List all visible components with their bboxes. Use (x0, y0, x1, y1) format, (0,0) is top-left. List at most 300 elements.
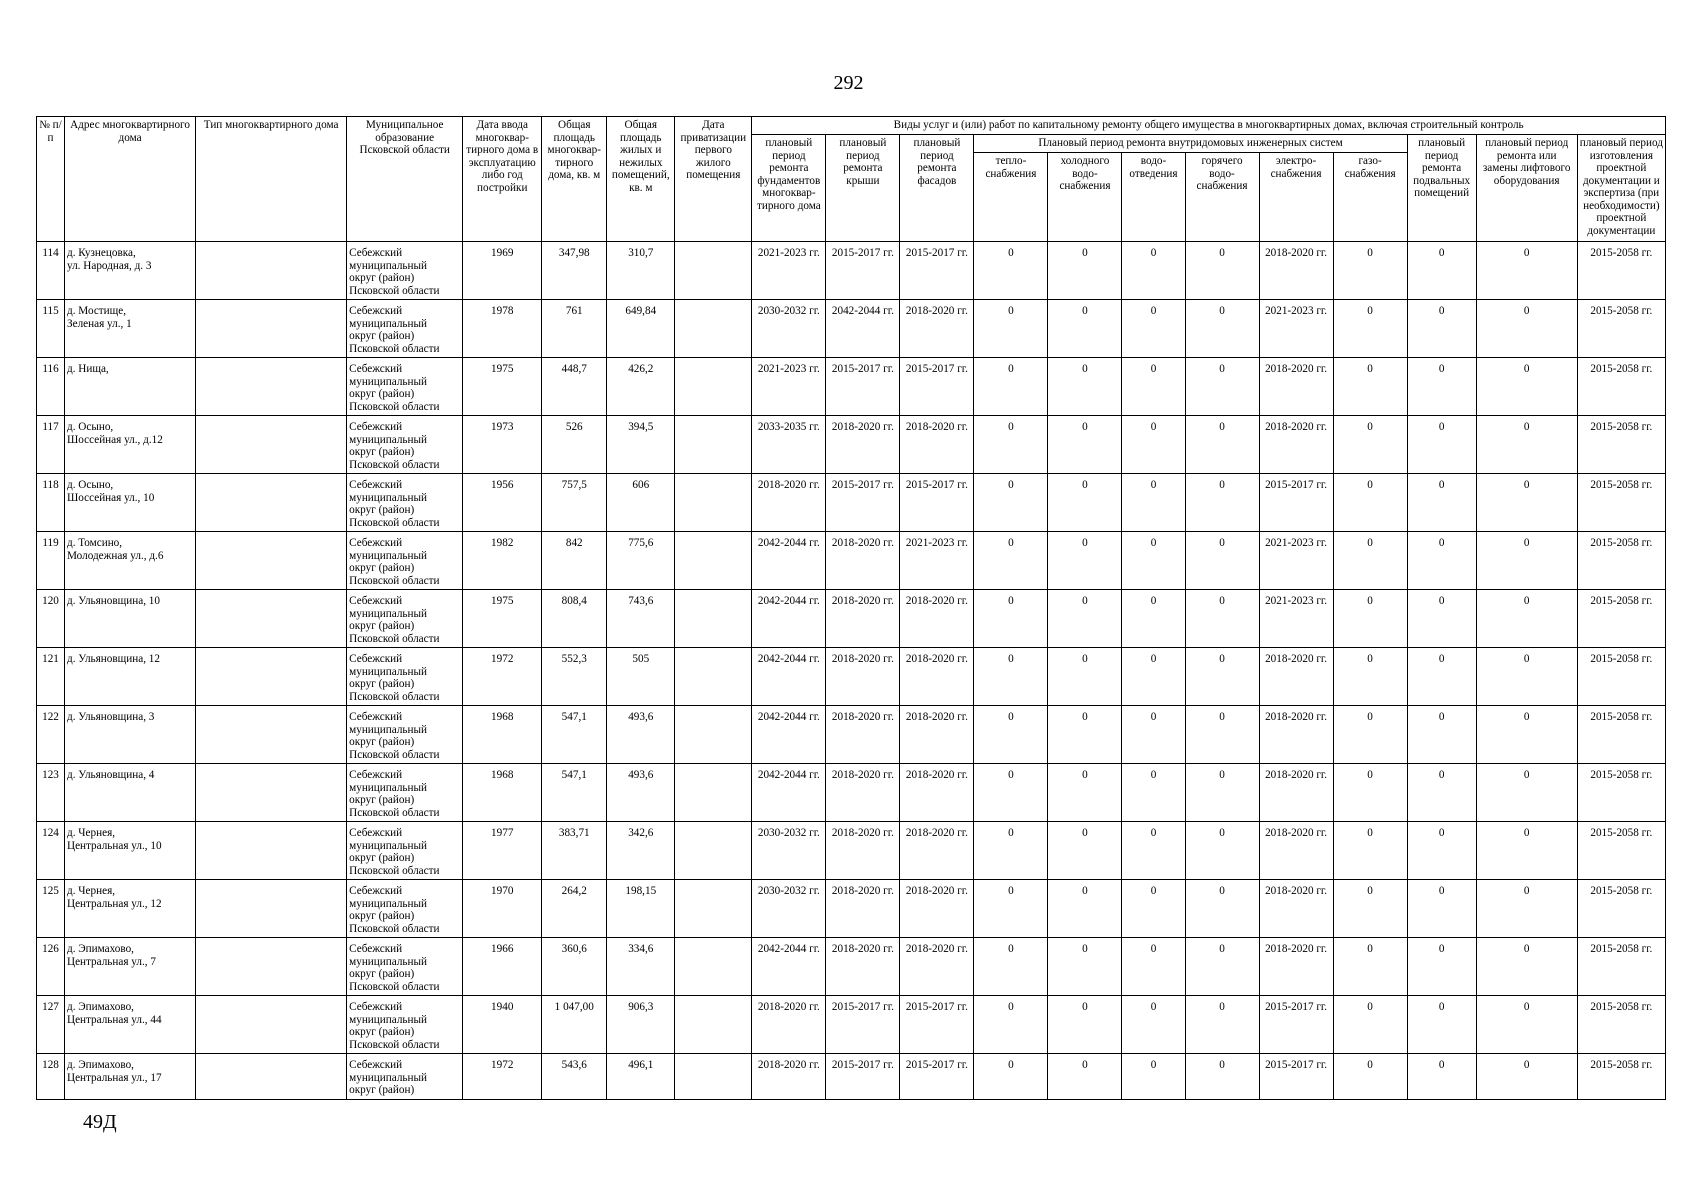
cell-privatization-date (675, 648, 752, 706)
header-systems-group: Плановый период ремонта внутридомовых инженерных систем (974, 135, 1407, 153)
cell-type (196, 648, 347, 706)
cell-num: 116 (37, 358, 65, 416)
electricity-line: 2021- (1265, 537, 1292, 549)
cell-design-docs: 2015-2058 гг. (1577, 706, 1665, 764)
cell-roof (826, 358, 900, 416)
cell-address (65, 938, 196, 996)
electricity-line: 2023 гг. (1291, 305, 1328, 317)
cell-commission-year: 1975 (463, 590, 542, 648)
cell-heat: 0 (974, 648, 1048, 706)
cell-premises-area: 775,6 (607, 532, 675, 590)
cell-hot-water: 0 (1185, 1054, 1259, 1100)
cell-hot-water: 0 (1185, 474, 1259, 532)
cell-gas: 0 (1333, 764, 1407, 822)
cell-gas: 0 (1333, 822, 1407, 880)
cell-gas: 0 (1333, 938, 1407, 996)
cell-heat: 0 (974, 1054, 1048, 1100)
table-row (37, 706, 1666, 764)
cell-design-docs: 2015-2058 гг. (1577, 822, 1665, 880)
cell-basement: 0 (1407, 358, 1476, 416)
municipality-line: Себежский (349, 885, 403, 897)
electricity-line: 2018- (1265, 769, 1292, 781)
municipality-line: муниципальный (349, 549, 427, 562)
cell-commission-year: 1972 (463, 1054, 542, 1100)
cell-design-docs: 2015-2058 гг. (1577, 416, 1665, 474)
cell-basement: 0 (1407, 300, 1476, 358)
page-number: 292 (833, 72, 864, 94)
cell-hot-water: 0 (1185, 822, 1259, 880)
cell-total-area: 842 (542, 532, 607, 590)
cell-cold-water: 0 (1048, 996, 1122, 1054)
header-num: № п/п (37, 117, 65, 242)
cell-premises-area: 426,2 (607, 358, 675, 416)
municipality-line: округ (район) (349, 1084, 415, 1096)
header-type: Тип многоквартирного дома (196, 117, 347, 242)
municipality-line: округ (район) (349, 1026, 415, 1038)
cell-type (196, 706, 347, 764)
cell-municipality (347, 590, 463, 648)
cell-premises-area: 310,7 (607, 242, 675, 300)
address-line: д. Ульяновщина, 10 (67, 595, 160, 607)
municipality-line: округ (район) (349, 968, 415, 980)
cell-sewerage: 0 (1122, 996, 1185, 1054)
cell-sewerage: 0 (1122, 358, 1185, 416)
roof-line: 2017 гг. (857, 1059, 894, 1071)
municipality-line: Себежский (349, 421, 403, 433)
cell-basement: 0 (1407, 764, 1476, 822)
cell-num: 126 (37, 938, 65, 996)
cell-hot-water: 0 (1185, 648, 1259, 706)
cell-roof (826, 764, 900, 822)
facade-line: 2020 гг. (932, 595, 968, 607)
cell-foundation: 2042-2044 гг. (752, 532, 826, 590)
facade-line: 2015- (905, 1001, 933, 1013)
cell-num: 118 (37, 474, 65, 532)
cell-basement: 0 (1407, 938, 1476, 996)
address-line: д. Эпимахово, (67, 943, 134, 955)
cell-foundation: 2021-2023 гг. (752, 358, 826, 416)
facade-line: 2015- (905, 1059, 933, 1071)
cell-premises-area: 493,6 (607, 706, 675, 764)
cell-elevator: 0 (1476, 358, 1577, 416)
cell-num: 114 (37, 242, 65, 300)
cell-address (65, 1054, 196, 1100)
municipality-line: Псковской области (349, 806, 440, 819)
cell-electricity (1259, 532, 1333, 590)
roof-line: 2017 гг. (857, 363, 894, 375)
municipality-line: округ (район) (349, 736, 415, 748)
cell-municipality (347, 300, 463, 358)
cell-sewerage: 0 (1122, 300, 1185, 358)
cell-cold-water: 0 (1048, 822, 1122, 880)
cell-gas: 0 (1333, 1054, 1407, 1100)
cell-roof (826, 996, 900, 1054)
roof-line: 2015- (831, 363, 858, 375)
header-municipality: Муниципальное образование Псковской области (347, 117, 463, 242)
address-line: Центральная ул., 17 (67, 1071, 162, 1084)
cell-gas: 0 (1333, 996, 1407, 1054)
cell-total-area: 552,3 (542, 648, 607, 706)
facade-line: 2020 гг. (932, 827, 968, 839)
municipality-line: муниципальный (349, 955, 427, 968)
roof-line: 2017 гг. (857, 247, 894, 259)
cell-roof (826, 1054, 900, 1100)
cell-type (196, 590, 347, 648)
cell-type (196, 474, 347, 532)
cell-num: 123 (37, 764, 65, 822)
cell-privatization-date (675, 938, 752, 996)
municipality-line: Себежский (349, 595, 403, 607)
header-commission-date: Дата ввода многоквар-тирного дома в эксплуатацию либо год постройки (463, 117, 542, 242)
cell-sewerage: 0 (1122, 416, 1185, 474)
electricity-line: 2020 гг. (1291, 363, 1328, 375)
cell-address (65, 474, 196, 532)
cell-basement: 0 (1407, 706, 1476, 764)
facade-line: 2020 гг. (932, 769, 968, 781)
cell-electricity (1259, 938, 1333, 996)
municipality-line: Псковской области (349, 632, 440, 645)
cell-electricity (1259, 648, 1333, 706)
cell-num: 127 (37, 996, 65, 1054)
cell-num: 120 (37, 590, 65, 648)
cell-basement: 0 (1407, 474, 1476, 532)
cell-premises-area: 649,84 (607, 300, 675, 358)
municipality-line: муниципальный (349, 259, 427, 272)
facade-line: 2017 гг. (932, 1001, 968, 1013)
cell-type (196, 764, 347, 822)
facade-line: 2021- (905, 537, 933, 549)
cell-cold-water: 0 (1048, 358, 1122, 416)
municipality-line: Себежский (349, 711, 403, 723)
municipality-line: Себежский (349, 1059, 403, 1071)
cell-design-docs: 2015-2058 гг. (1577, 1054, 1665, 1100)
roof-line: 2017 гг. (857, 479, 894, 491)
electricity-line: 2020 гг. (1291, 421, 1328, 433)
cell-electricity (1259, 880, 1333, 938)
cell-municipality (347, 532, 463, 590)
cell-total-area: 383,71 (542, 822, 607, 880)
cell-facade (900, 880, 974, 938)
roof-line: 2015- (831, 247, 858, 259)
cell-commission-year: 1968 (463, 764, 542, 822)
cell-privatization-date (675, 822, 752, 880)
cell-type (196, 242, 347, 300)
cell-type (196, 358, 347, 416)
facade-line: 2018- (905, 711, 933, 723)
cell-municipality (347, 474, 463, 532)
cell-facade (900, 706, 974, 764)
cell-heat: 0 (974, 300, 1048, 358)
cell-privatization-date (675, 764, 752, 822)
cell-municipality (347, 938, 463, 996)
cell-facade (900, 300, 974, 358)
cell-hot-water: 0 (1185, 300, 1259, 358)
cell-elevator: 0 (1476, 532, 1577, 590)
cell-address (65, 300, 196, 358)
cell-design-docs: 2015-2058 гг. (1577, 532, 1665, 590)
cell-heat: 0 (974, 764, 1048, 822)
cell-facade (900, 590, 974, 648)
cell-premises-area: 906,3 (607, 996, 675, 1054)
cell-commission-year: 1972 (463, 648, 542, 706)
cell-premises-area: 743,6 (607, 590, 675, 648)
cell-basement: 0 (1407, 822, 1476, 880)
cell-foundation: 2042-2044 гг. (752, 764, 826, 822)
cell-total-area: 543,6 (542, 1054, 607, 1100)
cell-design-docs: 2015-2058 гг. (1577, 590, 1665, 648)
table-row (37, 590, 1666, 648)
cell-elevator: 0 (1476, 300, 1577, 358)
address-line: д. Ульяновщина, 3 (67, 711, 155, 723)
cell-sewerage: 0 (1122, 590, 1185, 648)
cell-privatization-date (675, 242, 752, 300)
electricity-line: 2020 гг. (1291, 247, 1328, 259)
roof-line: 2020 гг. (857, 653, 894, 665)
cell-address (65, 416, 196, 474)
municipality-line: Себежский (349, 305, 403, 317)
municipality-line: Себежский (349, 1001, 403, 1013)
cell-privatization-date (675, 996, 752, 1054)
cell-num: 121 (37, 648, 65, 706)
cell-address (65, 590, 196, 648)
table-row (37, 358, 1666, 416)
municipality-line: Себежский (349, 479, 403, 491)
cell-basement: 0 (1407, 648, 1476, 706)
capital-repair-table (36, 116, 1666, 1100)
cell-cold-water: 0 (1048, 474, 1122, 532)
electricity-line: 2021- (1265, 595, 1292, 607)
cell-total-area: 360,6 (542, 938, 607, 996)
table-row (37, 474, 1666, 532)
municipality-line: Псковской области (349, 748, 440, 761)
address-line: ул. Народная, д. 3 (67, 259, 152, 272)
cell-gas: 0 (1333, 358, 1407, 416)
table-row (37, 996, 1666, 1054)
roof-line: 2018- (831, 769, 858, 781)
facade-line: 2018- (905, 943, 933, 955)
cell-cold-water: 0 (1048, 532, 1122, 590)
electricity-line: 2018- (1265, 711, 1292, 723)
cell-gas: 0 (1333, 300, 1407, 358)
table-row (37, 880, 1666, 938)
electricity-line: 2020 гг. (1291, 653, 1328, 665)
municipality-line: муниципальный (349, 433, 427, 446)
municipality-line: Себежский (349, 943, 403, 955)
cell-sewerage: 0 (1122, 532, 1185, 590)
municipality-line: муниципальный (349, 1071, 427, 1084)
cell-design-docs: 2015-2058 гг. (1577, 300, 1665, 358)
cell-premises-area: 334,6 (607, 938, 675, 996)
cell-cold-water: 0 (1048, 880, 1122, 938)
cell-roof (826, 880, 900, 938)
cell-design-docs: 2015-2058 гг. (1577, 764, 1665, 822)
header-works-group: Виды услуг и (или) работ по капитальному ремонту общего имущества в многоквартирных домах, включая строительный контроль (752, 117, 1666, 135)
roof-line: 2018- (831, 827, 858, 839)
roof-line: 2018- (831, 943, 858, 955)
cell-municipality (347, 706, 463, 764)
roof-line: 2015- (831, 1001, 858, 1013)
roof-line: 2018- (831, 537, 858, 549)
cell-hot-water: 0 (1185, 358, 1259, 416)
cell-facade (900, 474, 974, 532)
address-line: Центральная ул., 10 (67, 839, 162, 852)
cell-hot-water: 0 (1185, 996, 1259, 1054)
header-design-docs: плановый период изготовления проектной документации и экспертиза (при необходимости) проектной документации (1577, 135, 1665, 242)
facade-line: 2018- (905, 305, 933, 317)
facade-line: 2020 гг. (932, 711, 968, 723)
cell-type (196, 822, 347, 880)
roof-line: 2020 гг. (857, 711, 894, 723)
cell-electricity (1259, 996, 1333, 1054)
cell-facade (900, 1054, 974, 1100)
municipality-line: Себежский (349, 769, 403, 781)
address-line: д. Кузнецовка, (67, 247, 136, 259)
cell-premises-area: 394,5 (607, 416, 675, 474)
municipality-line: округ (район) (349, 388, 415, 400)
electricity-line: 2018- (1265, 653, 1292, 665)
cell-facade (900, 358, 974, 416)
header-privatization-date: Дата приватизации первого жилого помещения (675, 117, 752, 242)
cell-facade (900, 532, 974, 590)
cell-electricity (1259, 242, 1333, 300)
table-row (37, 822, 1666, 880)
cell-municipality (347, 242, 463, 300)
cell-elevator: 0 (1476, 996, 1577, 1054)
cell-foundation: 2030-2032 гг. (752, 822, 826, 880)
facade-line: 2023 гг. (932, 537, 968, 549)
cell-sewerage: 0 (1122, 764, 1185, 822)
cell-design-docs: 2015-2058 гг. (1577, 474, 1665, 532)
municipality-line: округ (район) (349, 330, 415, 342)
cell-foundation: 2042-2044 гг. (752, 938, 826, 996)
cell-total-area: 547,1 (542, 764, 607, 822)
facade-line: 2018- (905, 885, 933, 897)
address-line: д. Ульяновщина, 4 (67, 769, 155, 781)
electricity-line: 2020 гг. (1291, 769, 1328, 781)
cell-cold-water: 0 (1048, 590, 1122, 648)
cell-heat: 0 (974, 938, 1048, 996)
sheet-code: 49Д (83, 1111, 117, 1133)
cell-hot-water: 0 (1185, 764, 1259, 822)
municipality-line: округ (район) (349, 272, 415, 284)
header-gas: газо-снабжения (1333, 153, 1407, 242)
table-row (37, 648, 1666, 706)
cell-heat: 0 (974, 880, 1048, 938)
roof-line: 2018- (831, 653, 858, 665)
cell-elevator: 0 (1476, 706, 1577, 764)
cell-gas: 0 (1333, 532, 1407, 590)
header-foundation: плановый период ремонта фундаментов многоквар-тирного дома (752, 135, 826, 242)
municipality-line: муниципальный (349, 1013, 427, 1026)
cell-roof (826, 938, 900, 996)
cell-privatization-date (675, 416, 752, 474)
cell-premises-area: 198,15 (607, 880, 675, 938)
electricity-line: 2020 гг. (1291, 943, 1328, 955)
cell-electricity (1259, 764, 1333, 822)
cell-premises-area: 606 (607, 474, 675, 532)
cell-heat: 0 (974, 822, 1048, 880)
cell-electricity (1259, 1054, 1333, 1100)
cell-municipality (347, 1054, 463, 1100)
electricity-line: 2023 гг. (1291, 537, 1328, 549)
electricity-line: 2015- (1265, 1001, 1292, 1013)
table-row (37, 1054, 1666, 1100)
cell-elevator: 0 (1476, 590, 1577, 648)
facade-line: 2015- (905, 479, 933, 491)
cell-heat: 0 (974, 242, 1048, 300)
roof-line: 2020 гг. (857, 595, 894, 607)
cell-type (196, 1054, 347, 1100)
cell-facade (900, 996, 974, 1054)
header-roof: плановый период ремонта крыши (826, 135, 900, 242)
roof-line: 2018- (831, 711, 858, 723)
roof-line: 2020 гг. (857, 421, 894, 433)
cell-basement: 0 (1407, 532, 1476, 590)
cell-foundation: 2018-2020 гг. (752, 996, 826, 1054)
facade-line: 2020 гг. (932, 653, 968, 665)
cell-cold-water: 0 (1048, 416, 1122, 474)
cell-sewerage: 0 (1122, 938, 1185, 996)
electricity-line: 2020 гг. (1291, 711, 1328, 723)
municipality-line: муниципальный (349, 897, 427, 910)
cell-roof (826, 532, 900, 590)
municipality-line: муниципальный (349, 491, 427, 504)
cell-foundation: 2030-2032 гг. (752, 880, 826, 938)
table-row (37, 938, 1666, 996)
cell-total-area: 757,5 (542, 474, 607, 532)
electricity-line: 2017 гг. (1291, 479, 1328, 491)
cell-elevator: 0 (1476, 242, 1577, 300)
cell-premises-area: 496,1 (607, 1054, 675, 1100)
address-line: д. Чернея, (67, 885, 116, 897)
cell-gas: 0 (1333, 590, 1407, 648)
cell-foundation: 2018-2020 гг. (752, 1054, 826, 1100)
facade-line: 2020 гг. (932, 885, 968, 897)
electricity-line: 2017 гг. (1291, 1059, 1328, 1071)
cell-gas: 0 (1333, 474, 1407, 532)
cell-total-area: 347,98 (542, 242, 607, 300)
roof-line: 2020 гг. (857, 769, 894, 781)
cell-electricity (1259, 358, 1333, 416)
cell-roof (826, 242, 900, 300)
facade-line: 2018- (905, 827, 933, 839)
cell-municipality (347, 416, 463, 474)
cell-premises-area: 505 (607, 648, 675, 706)
cell-cold-water: 0 (1048, 300, 1122, 358)
address-line: д. Осыно, (67, 421, 114, 433)
municipality-line: округ (район) (349, 620, 415, 632)
cell-basement: 0 (1407, 880, 1476, 938)
cell-heat: 0 (974, 416, 1048, 474)
electricity-line: 2020 гг. (1291, 827, 1328, 839)
cell-design-docs: 2015-2058 гг. (1577, 242, 1665, 300)
address-line: Центральная ул., 44 (67, 1013, 162, 1026)
cell-num: 122 (37, 706, 65, 764)
facade-line: 2018- (905, 653, 933, 665)
cell-foundation: 2033-2035 гг. (752, 416, 826, 474)
cell-basement: 0 (1407, 416, 1476, 474)
cell-heat: 0 (974, 706, 1048, 764)
facade-line: 2017 гг. (932, 479, 968, 491)
cell-total-area: 448,7 (542, 358, 607, 416)
municipality-line: Псковской области (349, 574, 440, 587)
cell-foundation: 2042-2044 гг. (752, 648, 826, 706)
cell-num: 117 (37, 416, 65, 474)
cell-address (65, 706, 196, 764)
municipality-line: Себежский (349, 363, 403, 375)
cell-elevator: 0 (1476, 938, 1577, 996)
address-line: д. Осыно, (67, 479, 114, 491)
